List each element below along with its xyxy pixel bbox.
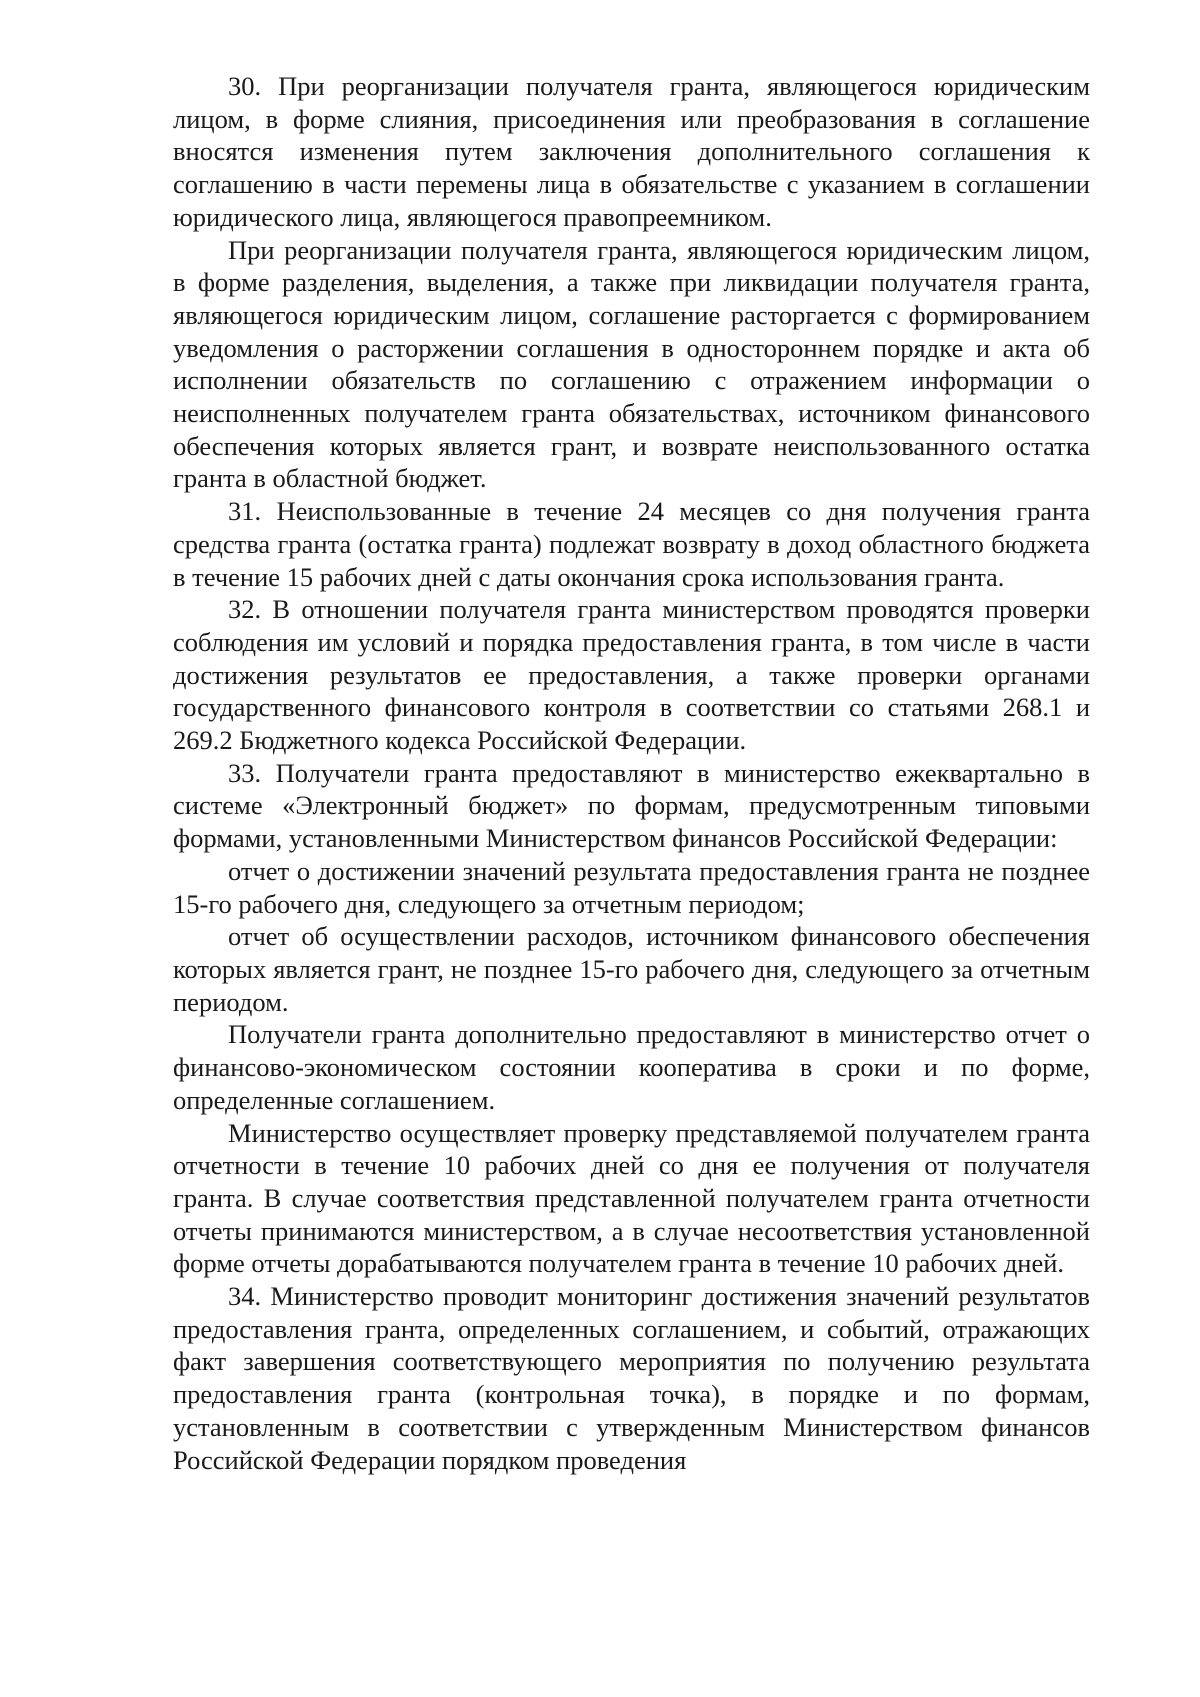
paragraph-report-verification: Министерство осуществляет проверку представляемой получателем гранта отчетности в течение 10 рабочих дней со дня ее получения от получателя гранта. В случае соответствия представленной получателем гранта отчетности отчеты принимаются министерством, а в случае несоответствия установленной форме отчеты дорабатываются получателем гранта в течение 10 рабочих дней.: [173, 1117, 1090, 1279]
paragraph-financial-report: Получатели гранта дополнительно предоставляют в министерство отчет о финансово-экономическом состоянии кооператива в сроки и по форме, определенные соглашением.: [173, 1019, 1090, 1115]
paragraph-34-monitoring: 34. Министерство проводит мониторинг достижения значений результатов предоставления гранта, определенных соглашением, и событий, отражающих факт завершения соответствующего мероприятия по получению результата предоставления гранта (контрольная точка), в порядке и по формам, установленным в соответствии с утвержденным Министерством финансов Российской Федерации порядком проведения: [173, 1281, 1090, 1475]
paragraph-report-results: отчет о достижении значений результата предоставления гранта не позднее 15-го рабочего дня, следующего за отчетным периодом;: [173, 855, 1090, 919]
document-body: [173, 70, 1090, 1476]
paragraph-30-reorganization-merger: 30. При реорганизации получателя гранта, являющегося юридическим лицом, в форме слияния, присоединения или преобразования в соглашение вносятся изменения путем заключения дополнительного соглашения к соглашению в части перемены лица в обязательстве с указанием в соглашении юридического лица, являющегося правопреемником.: [173, 71, 1090, 232]
paragraph-reorganization-division: При реорганизации получателя гранта, являющегося юридическим лицом, в форме разделения, выделения, а также при ликвидации получателя гранта, являющегося юридическим лицом, соглашение расторгается с формированием уведомления о расторжении соглашения в одностороннем порядке и акта об исполнении обязательств по соглашению с отражением информации о неисполненных получателем гранта обязательствах, источником финансового обеспечения которых является грант, и возврате неиспользованного остатка гранта в областной бюджет.: [173, 234, 1090, 494]
paragraph-report-expenses: отчет об осуществлении расходов, источником финансового обеспечения которых является грант, не позднее 15-го рабочего дня, следующего за отчетным периодом.: [173, 921, 1090, 1017]
paragraph-32-inspections: 32. В отношении получателя гранта министерством проводятся проверки соблюдения им условий и порядка предоставления гранта, в том числе в части достижения результатов ее предоставления, а также проверки органами государственного финансового контроля в соответствии со статьями 268.1 и 269.2 Бюджетного кодекса Российской Федерации.: [173, 594, 1090, 756]
paragraph-33-reporting: 33. Получатели гранта предоставляют в министерство ежеквартально в системе «Электронный бюджет» по формам, предусмотренным типовыми формами, установленными Министерством финансов Российской Федерации:: [173, 757, 1090, 854]
paragraph-31-unused-funds: 31. Неиспользованные в течение 24 месяцев со дня получения гранта средства гранта (остатка гранта) подлежат возврату в доход областного бюджета в течение 15 рабочих дней с даты окончания срока использования гранта.: [173, 496, 1090, 592]
